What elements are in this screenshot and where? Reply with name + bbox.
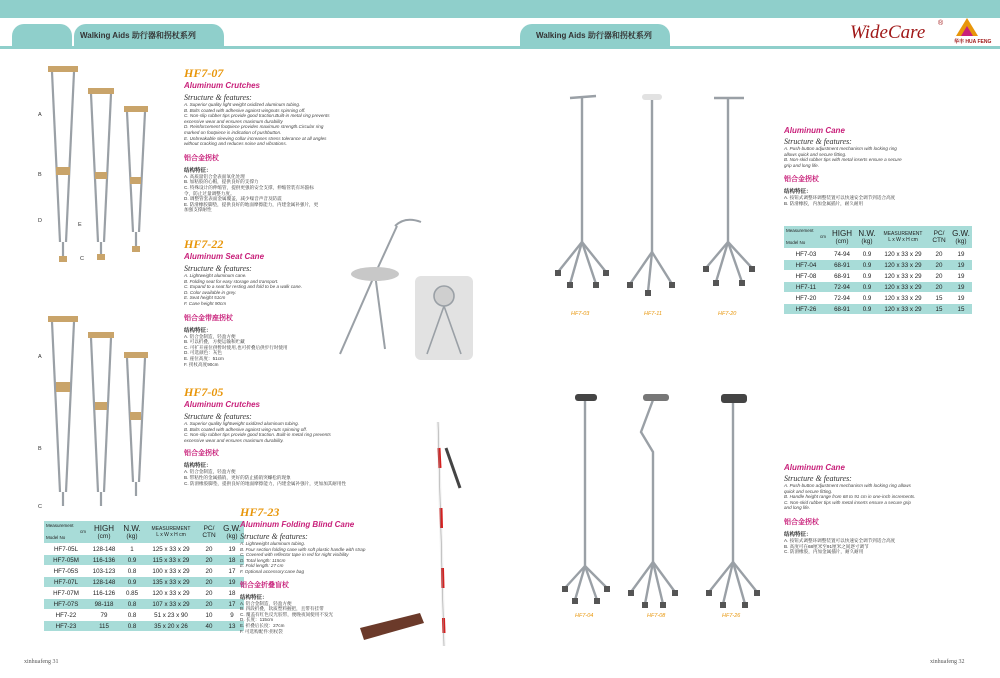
hf705-cn-name: 铝合金拐杖 — [184, 450, 219, 458]
table-cell: 0.8 — [120, 610, 144, 621]
hf722-section — [184, 237, 354, 367]
hf722-model: HF7-22 — [184, 237, 224, 251]
table-cell: 115 — [88, 621, 120, 632]
table-cell: 120 x 33 x 29 — [878, 293, 928, 304]
hf723-name: Aluminum Folding Blind Cane — [240, 520, 355, 529]
hf722-cn-name: 铝合金带座拐杖 — [184, 314, 233, 322]
hf707-struct-heading: Structure & features: — [184, 93, 252, 102]
table-cell: 0.9 — [856, 249, 878, 260]
table-cell: 120 x 33 x 29 — [878, 271, 928, 282]
table-row — [784, 271, 972, 282]
left-page-footer: xinhuafeng 31 — [24, 659, 59, 665]
left-spec-table — [44, 521, 244, 632]
table-cell: 0.8 — [120, 566, 144, 577]
hf705-cn-sub: 结构特征： — [184, 463, 212, 470]
hf723-struct-heading: Structure & features: — [240, 532, 308, 541]
right-table-corner-cell: Measurement cm Model No — [784, 226, 828, 249]
table-cell: 20 — [198, 577, 220, 588]
table-row — [784, 304, 972, 315]
table-row — [44, 555, 244, 566]
hf705-marker-c: C — [38, 504, 42, 510]
cane2-cn-sub: 结构特征： — [784, 531, 812, 538]
table-cell: 0.9 — [856, 293, 878, 304]
table-cell: 120 x 33 x 29 — [144, 588, 198, 599]
left-table-head-high: HIGH (cm) — [88, 521, 120, 544]
table-cell: 120 x 33 x 29 — [878, 249, 928, 260]
tab-underline — [0, 46, 1000, 49]
hf705-features: A. Superior quality lightweight oxidized aluminum tubing. B. Bolts coated with adhesive against wing-nuts spinning off. C. Non-slip rubber tips provide good traction. Built-in metal ring prevents excessive wear and ensures maximum durability. — [184, 421, 331, 443]
caption-hf708: HF7-08 — [647, 613, 666, 619]
right-header-title: Walking Aids 助行器和拐杖系列 — [536, 31, 652, 40]
table-cell: 0.85 — [120, 588, 144, 599]
table-cell: 20 — [928, 271, 950, 282]
hf723-cn-name: 铝合金折叠盲杖 — [240, 581, 289, 589]
table-cell: HF7-05M — [44, 555, 88, 566]
cane1-cn-features: A. 按钮式调整环调整装置可以快速安全调节到适合高度 B. 防滑橡胶，内加金属插片，耐久耐用 — [784, 195, 896, 206]
table-cell: 19 — [950, 282, 972, 293]
table-cell: 19 — [950, 260, 972, 271]
table-cell: 107 x 33 x 29 — [144, 599, 198, 610]
table-cell: 19 — [220, 577, 244, 588]
table-row — [784, 282, 972, 293]
hf705-struct-heading: Structure & features: — [184, 412, 252, 421]
table-cell: 19 — [220, 544, 244, 555]
table-cell: 68-91 — [828, 271, 856, 282]
right-table-head-nw: N.W. (kg) — [856, 226, 878, 249]
hf705-cn-features: A. 铝合金制造，轻盈方便 B. 带粘性的金属插销，更好的防止插销突螺松的现象 C. 防滑橡胶脚垫，提供良好的地面摩擦能力，内建金属补强片，更加加其耐用性 — [184, 469, 347, 486]
top-band — [0, 0, 1000, 18]
table-cell: 74-94 — [828, 249, 856, 260]
table-row — [784, 249, 972, 260]
brand-registered-mark: ® — [938, 20, 944, 27]
table-row — [44, 621, 244, 632]
huafeng-logo-icon — [954, 14, 980, 38]
table-cell: 15 — [928, 293, 950, 304]
table-cell: 18 — [220, 555, 244, 566]
table-cell: 19 — [950, 293, 972, 304]
hf723-features: A. Lightweight aluminum tubing. B. Four section folding cane with soft plastic handle with strap C. Covered with reflector tape in red for night visibility D. Total length: 115cm E. Fold length: 27 cm F. Optional accessory:cane bag — [240, 541, 366, 574]
table-cell: 72-94 — [828, 293, 856, 304]
table-cell: 40 — [198, 621, 220, 632]
table-cell: 20 — [928, 260, 950, 271]
hf722-cn-sub: 结构特征： — [184, 327, 212, 334]
table-cell: 0.9 — [120, 577, 144, 588]
table-cell: 20 — [928, 249, 950, 260]
crutches-hf707-image — [40, 62, 170, 272]
cane2-struct-heading: Structure & features: — [784, 474, 852, 483]
table-cell: HF7-05S — [44, 566, 88, 577]
table-cell: HF7-03 — [784, 249, 828, 260]
right-spec-table — [784, 226, 972, 315]
table-cell: 0.9 — [856, 260, 878, 271]
hf707-cn-sub: 结构特征： — [184, 167, 212, 174]
hf707-features: A. Superior quality light weight oxidized aluminum tubing. B. Bolts coated with adhesive against wingnuts spinning off. C. Non-slip rubber tips provide good traction.Built-in metal ring prevents excessive wear and ensures maximum durability D. Reinforcement footpiece provides maximum strength.Circular ring marked on footpiece is indication of pushbutton. E. Unbreakable sleeving collar increases stress tolerance at all angles without cracking and reduces noise and vibrations. — [184, 102, 330, 147]
brand-logo: WideCare — [850, 22, 926, 43]
table-cell: 0.8 — [120, 599, 144, 610]
cane1-cn-name: 铝合金拐杖 — [784, 176, 819, 184]
marker-a: A — [38, 112, 42, 118]
table-cell: 13 — [220, 621, 244, 632]
table-row — [784, 260, 972, 271]
table-cell: 0.9 — [856, 304, 878, 315]
table-cell: 20 — [198, 555, 220, 566]
table-cell: 35 x 20 x 26 — [144, 621, 198, 632]
table-cell: 72-94 — [828, 282, 856, 293]
hf722-cn-features: A. 铝合金制造，轻盈方便 B. 可以折叠，方便运输和贮藏 C. 可扩开座位供暂时使用,也可折叠后供步行时使用 D. 可选颜色：灰色 E. 座位高度：51cm F. 拐杖高度90cm — [184, 333, 288, 367]
table-cell: 120 x 33 x 29 — [878, 282, 928, 293]
right-table-head-pc: PC/ CTN — [928, 226, 950, 249]
table-cell: HF7-05L — [44, 544, 88, 555]
canes-set1-image — [540, 92, 780, 312]
cane1-cn-sub: 结构特征： — [784, 189, 812, 196]
table-cell: 98-118 — [88, 599, 120, 610]
hf722-struct-heading: Structure & features: — [184, 264, 252, 273]
left-table-head-measurement: MEASUREMENT L x W x H cm — [144, 521, 198, 544]
huafeng-logo-text: 华丰 HUA FENG — [954, 39, 992, 45]
table-cell: HF7-22 — [44, 610, 88, 621]
table-cell: 0.9 — [856, 282, 878, 293]
hf707-cn-features: A. 高质量铝合金表面氧化处理 B. 加粘胶的心帽，提供良好的支撑力 C. 特殊设计的伸缩管，提供更强的安全支撑，伸缩管装有环箍标 令，防止过量调整力度。 D. 调整管套表面金属覆盖，减少噪音声音及防震 E. 防滑橡胶脚垫，提供良好的地面摩擦能力，内建金属补强片，更 加强支撑耐性 — [184, 173, 319, 213]
cane2-cn-features: A. 按钮式调整环调整装置可以快速安全调节到适合高度 B. 高度可在68厘米至91厘米之间逐寸调节 C. 防滑橡胶，内加金属插片，耐久耐用 — [784, 537, 896, 555]
table-cell: 103-123 — [88, 566, 120, 577]
table-cell: 135 x 33 x 29 — [144, 577, 198, 588]
table-cell: 10 — [198, 610, 220, 621]
left-header-title: Walking Aids 助行器和拐杖系列 — [80, 31, 196, 40]
table-cell: 20 — [198, 588, 220, 599]
hf723-cn-features: A. 铝合金制造，轻盈方便 B. 四段折叠，软质塑料握把，且带有挂带 C. 覆盖有红色反光胶带，便晚夜间使用不发光 D. 长度：115cm E. 折叠后长度：27cm F. 可选购配件:拐杖袋 — [240, 600, 334, 634]
right-table-head-high: HIGH (cm) — [828, 226, 856, 249]
table-row — [44, 544, 244, 555]
cane1-struct-heading: Structure & features: — [784, 137, 852, 146]
left-table-head-nw: N.W. (kg) — [120, 521, 144, 544]
marker-b: B — [38, 172, 42, 178]
table-row — [44, 610, 244, 621]
canes-set2-image — [545, 392, 785, 614]
table-cell: HF7-07L — [44, 577, 88, 588]
table-cell: HF7-07M — [44, 588, 88, 599]
table-cell: 18 — [220, 588, 244, 599]
table-cell: 115 x 33 x 29 — [144, 555, 198, 566]
table-cell: 100 x 33 x 29 — [144, 566, 198, 577]
caption-hf703: HF7-03 — [571, 311, 590, 317]
table-cell: 116-136 — [88, 555, 120, 566]
table-cell: 120 x 33 x 29 — [878, 260, 928, 271]
table-cell: HF7-11 — [784, 282, 828, 293]
hf707-section — [184, 66, 354, 213]
cane2-name: Aluminum Cane — [784, 463, 845, 472]
right-page-footer: xinhuafeng 32 — [930, 659, 965, 665]
hf705-model: HF7-05 — [184, 385, 224, 399]
table-cell: HF7-20 — [784, 293, 828, 304]
table-cell: 9 — [220, 610, 244, 621]
table-cell: 0.8 — [120, 621, 144, 632]
hf705-marker-b: B — [38, 446, 42, 452]
table-cell: 0.9 — [856, 271, 878, 282]
hf722-features: A. Lightweight aluminum cane. B. Folding seat for easy storage and transport. C. Expand to a seat for resting and fold to be a walk cane. D. Color available in grey. E. Seat height 51cm F. Cane height 90cm — [184, 273, 302, 306]
left-table-corner-cell: Measurement cm Model No — [44, 521, 88, 544]
caption-hf720: HF7-20 — [718, 311, 737, 317]
table-cell: 68-91 — [828, 304, 856, 315]
table-cell: HF7-08 — [784, 271, 828, 282]
tab-left-1 — [12, 24, 72, 48]
table-cell: 17 — [220, 566, 244, 577]
marker-c: C — [80, 256, 84, 262]
table-cell: 15 — [950, 304, 972, 315]
seat-cane-image — [335, 214, 475, 364]
table-cell: 0.9 — [120, 555, 144, 566]
table-row — [44, 588, 244, 599]
table-cell: HF7-04 — [784, 260, 828, 271]
table-cell: 1 — [120, 544, 144, 555]
table-cell: 20 — [198, 544, 220, 555]
table-cell: HF7-26 — [784, 304, 828, 315]
cane2-cn-name: 铝合金拐杖 — [784, 518, 819, 526]
table-cell: 116-126 — [88, 588, 120, 599]
marker-e: E — [78, 222, 82, 228]
hf707-cn-name: 铝合金拐杖 — [184, 154, 219, 162]
table-cell: 125 x 33 x 29 — [144, 544, 198, 555]
table-cell: 19 — [950, 271, 972, 282]
marker-d: D — [38, 218, 42, 224]
table-cell: HF7-23 — [44, 621, 88, 632]
table-cell: 128-148 — [88, 577, 120, 588]
hf707-model: HF7-07 — [184, 66, 224, 80]
table-cell: 68-91 — [828, 260, 856, 271]
right-table-head-measurement: MEASUREMENT L x W x H cm — [878, 226, 928, 249]
left-table-head-gw: G.W. (kg) — [220, 521, 244, 544]
hf705-section — [184, 385, 354, 486]
table-cell: 51 x 23 x 90 — [144, 610, 198, 621]
caption-hf711: HF7-11 — [644, 311, 662, 317]
left-table-head-pc: PC/ CTN — [198, 521, 220, 544]
cane1-section — [784, 126, 984, 207]
table-row — [784, 293, 972, 304]
hf705-name: Aluminum Crutches — [184, 400, 261, 409]
table-cell: 19 — [950, 249, 972, 260]
table-row — [44, 577, 244, 588]
table-cell: 20 — [928, 282, 950, 293]
hf722-name: Aluminum Seat Cane — [184, 252, 265, 261]
table-cell: 120 x 33 x 29 — [878, 304, 928, 315]
table-cell: 20 — [198, 566, 220, 577]
table-cell: 20 — [198, 599, 220, 610]
hf723-model: HF7-23 — [240, 505, 280, 519]
table-cell: HF7-07S — [44, 599, 88, 610]
caption-hf726: HF7-26 — [722, 613, 741, 619]
cane2-features: A. Push-button adjustment mechanism with locking ring allows quick and secure fitting. B. Handle height range from 68 to 91 cm in one-inch increments. C. Non-skid rubber tips with metal inserts ensure a secure grip and long life. — [784, 483, 916, 511]
blind-cane-image — [350, 418, 470, 650]
hf707-name: Aluminum Crutches — [184, 81, 261, 90]
cane2-section — [784, 463, 994, 555]
table-cell: 128-148 — [88, 544, 120, 555]
table-row — [44, 599, 244, 610]
cane1-name: Aluminum Cane — [784, 126, 845, 135]
table-row — [44, 566, 244, 577]
hf723-cn-sub: 结构特征： — [240, 594, 268, 601]
table-cell: 17 — [220, 599, 244, 610]
caption-hf704: HF7-04 — [575, 613, 594, 619]
table-cell: 79 — [88, 610, 120, 621]
cane1-features: A. Push-button adjustment mechanism with locking ring allows quick and secure fitting. B. Non-skid rubber tips with metal inserts ensure a secure grip and long life. — [784, 146, 902, 168]
crutches-hf705-image — [40, 312, 170, 512]
hf705-marker-a: A — [38, 354, 42, 360]
right-table-head-gw: G.W. (kg) — [950, 226, 972, 249]
table-cell: 15 — [928, 304, 950, 315]
